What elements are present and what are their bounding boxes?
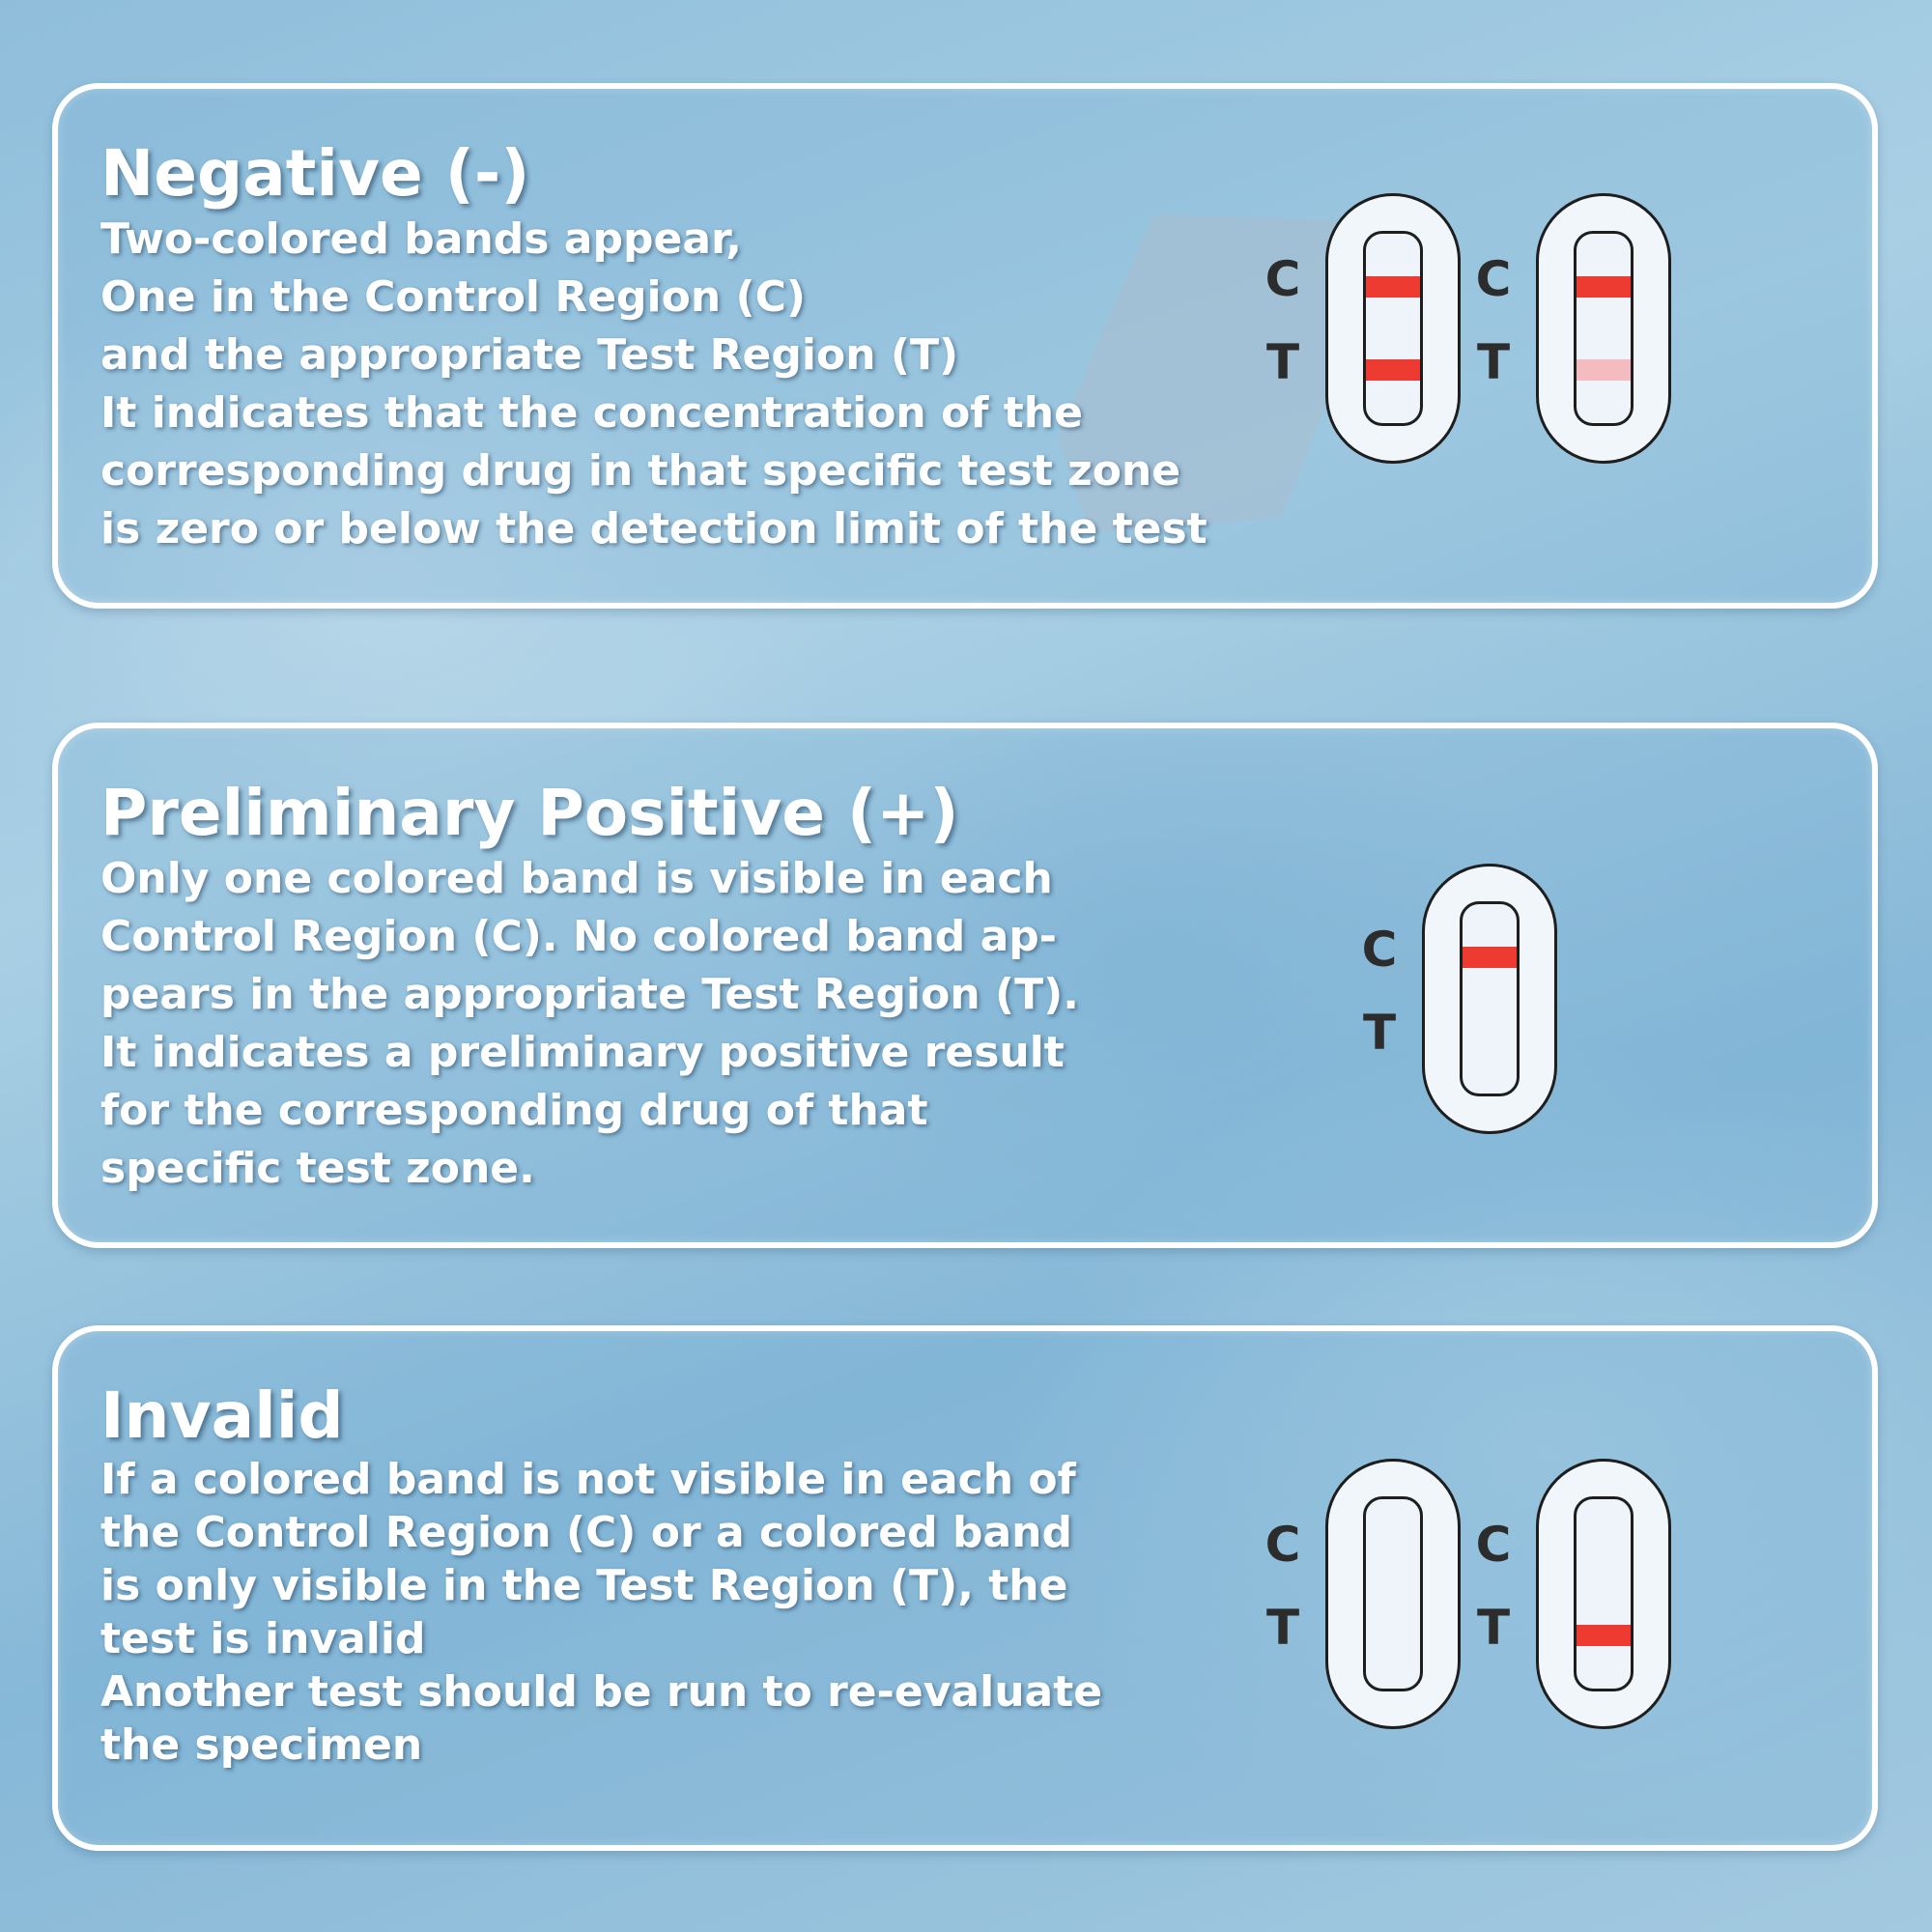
control-label: C	[1264, 1517, 1301, 1573]
negative-description	[100, 211, 1260, 558]
description-line: It indicates that the concentration of the	[100, 388, 1083, 438]
negative-title: Negative (-)	[100, 136, 530, 211]
test-band	[1577, 1625, 1631, 1646]
preliminary-positive-card	[52, 723, 1878, 1248]
control-band	[1463, 947, 1517, 968]
description-line: Control Region (C). No colored band ap-	[100, 912, 1058, 961]
description-line: pears in the appropriate Test Region (T).	[100, 970, 1079, 1019]
test-cassette	[1325, 193, 1461, 464]
description-line: corresponding drug in that specific test zone	[100, 446, 1181, 496]
test-band	[1366, 359, 1420, 381]
invalid-description	[100, 1453, 1260, 1772]
result-window	[1460, 901, 1520, 1096]
test-cassette	[1422, 864, 1557, 1134]
test-cassette	[1536, 193, 1671, 464]
invalid-title: Invalid	[100, 1378, 344, 1453]
description-line: Two-colored bands appear,	[100, 214, 742, 264]
positive-text	[100, 777, 1260, 1198]
test-label: T	[1362, 1005, 1397, 1061]
positive-description	[100, 850, 1260, 1198]
test-band	[1577, 359, 1631, 381]
result-window	[1363, 231, 1423, 426]
invalid-result-card	[52, 1325, 1878, 1851]
description-line: test is invalid	[100, 1614, 426, 1663]
control-label: C	[1475, 1517, 1512, 1573]
control-band	[1366, 276, 1420, 298]
test-label: T	[1476, 1600, 1511, 1656]
description-line: One in the Control Region (C)	[100, 272, 807, 322]
result-window	[1574, 231, 1634, 426]
test-label: T	[1265, 1600, 1300, 1656]
negative-text	[100, 137, 1260, 558]
description-line: is only visible in the Test Region (T), the	[100, 1561, 1068, 1610]
description-line: Another test should be run to re-evaluate	[100, 1667, 1103, 1717]
control-band	[1577, 276, 1631, 298]
description-line: specific test zone.	[100, 1144, 535, 1193]
description-line: is zero or below the detection limit of the test	[100, 504, 1208, 554]
description-line: the Control Region (C) or a colored band	[100, 1508, 1072, 1557]
test-label: T	[1476, 334, 1511, 390]
result-window	[1574, 1496, 1634, 1691]
invalid-text	[100, 1379, 1260, 1772]
result-window	[1363, 1496, 1423, 1691]
control-label: C	[1361, 922, 1398, 978]
test-cassette	[1325, 1459, 1461, 1729]
negative-result-card	[52, 83, 1878, 609]
control-label: C	[1264, 251, 1301, 307]
control-label: C	[1475, 251, 1512, 307]
test-label: T	[1265, 334, 1300, 390]
description-line: It indicates a preliminary positive result	[100, 1028, 1065, 1077]
description-line: If a colored band is not visible in each of	[100, 1455, 1076, 1504]
description-line: Only one colored band is visible in each	[100, 854, 1053, 903]
description-line: the specimen	[100, 1720, 423, 1770]
description-line: for the corresponding drug of that	[100, 1086, 928, 1135]
positive-title: Preliminary Positive (+)	[100, 776, 959, 850]
test-cassette	[1536, 1459, 1671, 1729]
description-line: and the appropriate Test Region (T)	[100, 330, 959, 380]
